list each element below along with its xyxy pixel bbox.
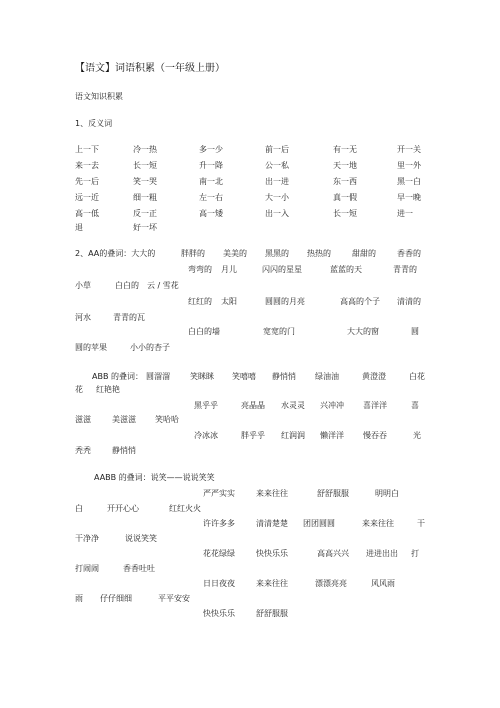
- aabb-word: 清清楚楚: [256, 519, 288, 528]
- aa-word: 弯弯的: [188, 265, 212, 274]
- aa-word: 黑黑的: [265, 249, 289, 258]
- antonym-pair: 冷一热: [133, 145, 157, 154]
- abb-word: 笑哈哈: [155, 415, 179, 424]
- aa-word: 大大的窗: [347, 327, 379, 336]
- antonym-pair: 有一无: [333, 145, 357, 154]
- abb-word: 光: [413, 431, 421, 440]
- aabb-word: 明明白: [375, 489, 399, 498]
- aa-word: 胖胖的: [181, 249, 205, 258]
- antonym-pair: 高一低: [75, 209, 99, 218]
- aa-word: 高高的个子: [340, 297, 380, 306]
- antonym-pair: 高一矮: [199, 209, 223, 218]
- antonym-pair: 远一近: [75, 193, 99, 202]
- antonym-pair: 左一右: [199, 193, 223, 202]
- aabb-word: 许许多多: [203, 519, 235, 528]
- abb-word: 绿油油: [315, 372, 339, 381]
- abb-word: 水灵灵: [281, 401, 305, 410]
- abb-word: 胖乎乎: [241, 431, 265, 440]
- antonym-pair: 天一地: [333, 161, 357, 170]
- aa-word: 红红的: [188, 297, 212, 306]
- aabb-word: 高高兴兴: [317, 549, 349, 558]
- abb-word: 美滋滋: [112, 415, 136, 424]
- abb-heading: ABB 的叠词：: [92, 372, 143, 381]
- antonym-pair: 大一小: [265, 193, 289, 202]
- aa-heading: 2、AA的叠词：大大的: [75, 249, 156, 258]
- abb-word: 黄澄澄: [362, 372, 386, 381]
- abb-word: 喜洋洋: [363, 401, 387, 410]
- aa-word: 圆的苹果: [75, 343, 107, 352]
- antonym-pair: 黑一白: [397, 177, 421, 186]
- abb-word: 黑乎乎: [194, 401, 218, 410]
- abb-word: 红艳艳: [96, 385, 120, 394]
- antonym-pair: 好一坏: [133, 223, 157, 232]
- antonym-pair: 退: [75, 223, 83, 232]
- aabb-word: 舒舒服服: [317, 489, 349, 498]
- aa-word: 河水: [75, 313, 91, 322]
- abb-word: 懒洋洋: [320, 431, 344, 440]
- aabb-word: 仔仔细细: [100, 594, 132, 603]
- abb-word: 圆溜溜: [146, 372, 170, 381]
- aabb-word: 平平安安: [158, 594, 190, 603]
- aa-word: 清清的: [397, 297, 421, 306]
- aa-word: 青青的瓦: [113, 313, 145, 322]
- abb-word: 笑嘻嘻: [232, 372, 256, 381]
- aa-word: 美美的: [223, 249, 247, 258]
- abb-word: 慢吞吞: [363, 431, 387, 440]
- aabb-word: 打闹闹: [75, 564, 99, 573]
- aabb-word: 漂漂亮亮: [315, 579, 347, 588]
- antonym-pair: 细一粗: [133, 193, 157, 202]
- antonym-pair: 南一北: [199, 177, 223, 186]
- antonym-pair: 笑一哭: [133, 177, 157, 186]
- antonym-pair: 东一西: [333, 177, 357, 186]
- abb-word: 冷冰冰: [194, 431, 218, 440]
- aabb-word: 舒舒服服: [256, 609, 288, 618]
- aabb-word: 来来往往: [256, 489, 288, 498]
- aabb-heading: AABB 的叠词：说笑——说说笑笑: [94, 473, 215, 482]
- antonym-pair: 上一下: [75, 145, 99, 154]
- aabb-word: 说说笑笑: [125, 534, 157, 543]
- abb-word: 兴冲冲: [320, 401, 344, 410]
- aabb-word: 打: [411, 549, 419, 558]
- aa-word: 圆: [411, 327, 419, 336]
- aa-word: 甜甜的: [352, 249, 376, 258]
- antonym-pair: 前一后: [265, 145, 289, 154]
- antonym-pair: 先一后: [75, 177, 99, 186]
- antonym-pair: 升一降: [199, 161, 223, 170]
- aabb-word: 红红火火: [169, 504, 201, 513]
- aabb-word: 进进出出: [366, 549, 398, 558]
- aabb-word: 开开心心: [107, 504, 139, 513]
- antonym-pair: 真一假: [333, 193, 357, 202]
- aabb-word: 来来往往: [256, 579, 288, 588]
- aabb-word: 严严实实: [203, 489, 235, 498]
- aa-word: 小草: [75, 281, 91, 290]
- aabb-word: 花花绿绿: [203, 549, 235, 558]
- abb-word: 喜: [411, 401, 419, 410]
- aa-word: 宽宽的门: [263, 327, 295, 336]
- aabb-word: 来来往往: [362, 519, 394, 528]
- aabb-word: 白: [75, 504, 83, 513]
- page-title: 【语文】词语积累（一年级上册）: [75, 63, 225, 74]
- abb-word: 静悄悄: [272, 372, 296, 381]
- aabb-word: 快快乐乐: [203, 609, 235, 618]
- abb-word: 静悄悄: [112, 446, 136, 455]
- aa-word: 白白的墙: [188, 327, 220, 336]
- aa-word: 圆圆的月亮: [265, 297, 305, 306]
- antonym-pair: 开一关: [397, 145, 421, 154]
- abb-word: 红润润: [281, 431, 305, 440]
- aa-word: 青青的: [393, 265, 417, 274]
- antonym-pair: 长一短: [333, 209, 357, 218]
- antonym-pair: 早一晚: [397, 193, 421, 202]
- abb-word: 秃秃: [75, 446, 91, 455]
- aabb-word: 干: [417, 519, 425, 528]
- aa-word: 云 / 雪花: [147, 281, 179, 290]
- aabb-word: 香香吐吐: [123, 564, 155, 573]
- antonym-pair: 多一少: [199, 145, 223, 154]
- abb-word: 笑眯眯: [190, 372, 214, 381]
- aabb-word: 风风雨: [371, 579, 395, 588]
- aa-word: 香香的: [397, 249, 421, 258]
- antonym-pair: 长一短: [133, 161, 157, 170]
- antonym-pair: 公一私: [265, 161, 289, 170]
- aa-word: 小小的杏子: [130, 343, 170, 352]
- aa-word: 月儿: [221, 265, 237, 274]
- aabb-word: 团团圆圆: [303, 519, 335, 528]
- section-subtitle: 语文知识积累: [75, 92, 123, 101]
- abb-word: 花: [75, 385, 83, 394]
- antonym-pair: 出一进: [265, 177, 289, 186]
- aa-word: 蓝蓝的天: [330, 265, 362, 274]
- antonym-heading: 1、反义词: [75, 119, 113, 128]
- antonym-pair: 进一: [397, 209, 413, 218]
- aabb-word: 雨: [75, 594, 83, 603]
- antonym-pair: 出一入: [265, 209, 289, 218]
- antonym-pair: 反一正: [133, 209, 157, 218]
- aa-word: 闪闪的星星: [262, 265, 302, 274]
- abb-word: 滋滋: [75, 415, 91, 424]
- aabb-word: 干净净: [75, 534, 99, 543]
- antonym-pair: 里一外: [397, 161, 421, 170]
- aa-word: 白白的: [115, 281, 139, 290]
- antonym-pair: 来一去: [75, 161, 99, 170]
- aa-word: 热热的: [307, 249, 331, 258]
- aabb-word: 快快乐乐: [256, 549, 288, 558]
- abb-word: 白花: [409, 372, 425, 381]
- aa-word: 太阳: [221, 297, 237, 306]
- abb-word: 亮晶晶: [241, 401, 265, 410]
- aabb-word: 日日夜夜: [203, 579, 235, 588]
